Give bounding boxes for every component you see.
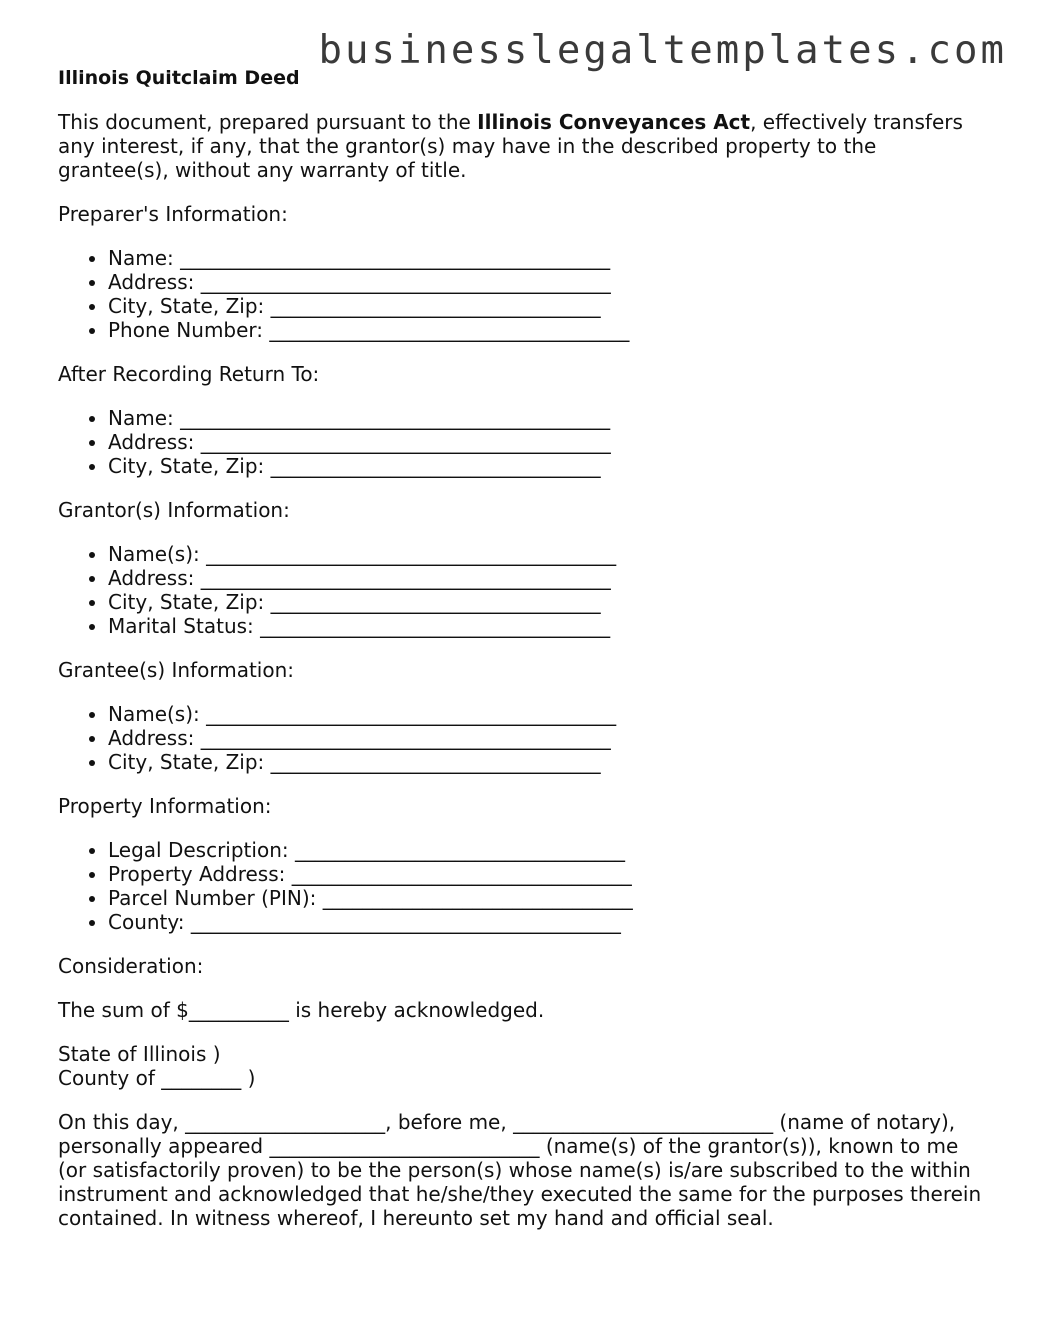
return-to-heading: After Recording Return To: xyxy=(58,362,320,386)
grantee-heading: Grantee(s) Information: xyxy=(58,658,294,682)
preparer-name-field: • Name: ___________________________________________ xyxy=(108,246,988,270)
document-title: Illinois Quitclaim Deed xyxy=(58,67,300,89)
venue-county: County of ________ ) xyxy=(58,1066,256,1090)
document-body xyxy=(58,66,988,1250)
return-to-fields xyxy=(58,406,988,478)
venue-block xyxy=(58,1042,988,1090)
grantor-marital-field: • Marital Status: ___________________________________ xyxy=(108,614,988,638)
watermark: businesslegaltemplates.com xyxy=(318,28,1007,73)
grantor-name-field: • Name(s): _________________________________________ xyxy=(108,542,988,566)
property-heading: Property Information: xyxy=(58,794,272,818)
property-address-field: • Property Address: __________________________________ xyxy=(108,862,988,886)
return-name-field: • Name: ___________________________________________ xyxy=(108,406,988,430)
legal-description-field: • Legal Description: _________________________________ xyxy=(108,838,988,862)
consideration-text: The sum of $__________ is hereby acknowledged. xyxy=(58,998,545,1022)
grantor-heading: Grantor(s) Information: xyxy=(58,498,290,522)
preparer-address-field: • Address: _________________________________________ xyxy=(108,270,988,294)
return-city-field: • City, State, Zip: _________________________________ xyxy=(108,454,988,478)
return-address-field: • Address: _________________________________________ xyxy=(108,430,988,454)
intro-paragraph xyxy=(58,110,988,182)
intro-text-after: , effectively transfers any interest, if any, that the grantor(s) may have in the described property to the grantee(s), without any warranty of title. xyxy=(58,110,963,182)
intro-act-name: Illinois Conveyances Act xyxy=(477,110,751,134)
grantee-name-field: • Name(s): _________________________________________ xyxy=(108,702,988,726)
property-fields xyxy=(58,838,988,934)
preparer-fields xyxy=(58,246,988,342)
intro-text-before: This document, prepared pursuant to the xyxy=(58,110,478,134)
grantee-address-field: • Address: _________________________________________ xyxy=(108,726,988,750)
venue-state: State of Illinois ) xyxy=(58,1042,221,1066)
parcel-number-field: • Parcel Number (PIN): _______________________________ xyxy=(108,886,988,910)
preparer-heading: Preparer's Information: xyxy=(58,202,288,226)
grantee-fields xyxy=(58,702,988,774)
preparer-phone-field: • Phone Number: ____________________________________ xyxy=(108,318,988,342)
grantor-city-field: • City, State, Zip: _________________________________ xyxy=(108,590,988,614)
preparer-city-field: • City, State, Zip: _________________________________ xyxy=(108,294,988,318)
grantee-city-field: • City, State, Zip: _________________________________ xyxy=(108,750,988,774)
acknowledgment-paragraph: On this day, ____________________, before me, __________________________ (name of notary), personally appeared ___________________________ (name(s) of the grantor(s)), known to me (or satisfactorily proven) to be the person(s) whose name(s) is/are subscribed to the within instrument and acknowledged that he/she/they executed the same for the purposes therein contained. In witness whereof, I hereunto set my hand and official seal. xyxy=(58,1110,982,1230)
grantor-address-field: • Address: _________________________________________ xyxy=(108,566,988,590)
grantor-fields xyxy=(58,542,988,638)
consideration-heading: Consideration: xyxy=(58,954,204,978)
county-field: • County: ___________________________________________ xyxy=(108,910,988,934)
